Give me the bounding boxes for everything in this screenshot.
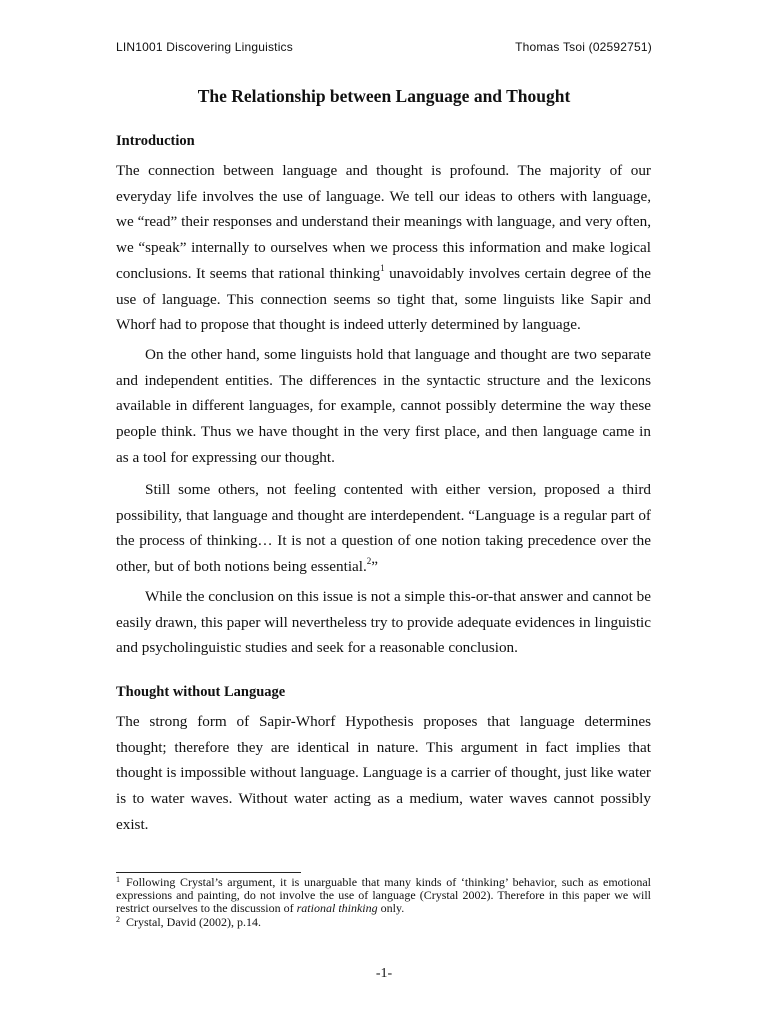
footnote-italic-text: rational thinking — [296, 901, 378, 916]
footnote-text: Following Crystal’s argument, it is unarguable that many kinds of ‘thinking’ behavior, such as emotional expressions and painting, do not involve the use of language (Crystal 2002). Therefore in this paper we will restrict ourselves to the discussion of — [116, 875, 651, 916]
paragraph-intro-1 — [116, 158, 651, 338]
page-title: The Relationship between Language and Thought — [197, 86, 571, 106]
heading-introduction: Introduction — [116, 133, 195, 149]
footnote-divider — [116, 872, 301, 873]
header-author: Thomas Tsoi (02592751) — [515, 40, 652, 54]
footnote-1 — [116, 876, 651, 916]
page-number: -1- — [375, 966, 393, 981]
footnote-mark: 2 — [116, 914, 120, 924]
footnotes — [116, 876, 651, 929]
header-course: LIN1001 Discovering Linguistics — [116, 40, 293, 54]
paragraph-intro-4: While the conclusion on this issue is not a simple this-or-that answer and cannot be easily drawn, this paper will nevertheless try to provide adequate evidences in linguistic and psycholinguistic studies and seek for a reasonable conclusion. — [116, 588, 651, 657]
footnote-text: only. — [377, 901, 405, 916]
paragraph-thought-1: The strong form of Sapir-Whorf Hypothesis proposes that language determines thought; therefore they are identical in nature. This argument in fact implies that thought is impossible without language. Language is a carrier of thought, just like water is to water waves. Without water acting as a medium, water waves cannot possibly exist. — [116, 713, 651, 833]
footnote-ref-2[interactable]: 2 — [366, 556, 372, 567]
footnote-ref-1[interactable]: 1 — [380, 262, 385, 273]
paragraph-text: unavoidably involves certain degree of the use of language. This connection seems so tight that, some linguists like Sapir and Whorf had to propose that thought is indeed utterly determined by language. — [116, 264, 652, 334]
closing-quote: ” — [371, 558, 379, 576]
footnote-mark: 1 — [116, 875, 120, 884]
paragraph-text: The connection between language and thought is profound. The majority of our everyday life involves the use of language. We tell our ideas to others with language, we “read” their responses and understand their meanings with language, and very often, we “speak” internally to ourselves when we process this information and make logical conclusions. It seems that rational thinking — [116, 162, 651, 282]
footnote-text: Crystal, David (2002), p.14. — [126, 914, 261, 929]
running-header — [116, 40, 652, 56]
footnote-2 — [116, 916, 651, 929]
heading-thought-without-language: Thought without Language — [116, 684, 286, 700]
paragraph-intro-3 — [116, 477, 651, 580]
paragraph-intro-2: On the other hand, some linguists hold that language and thought are two separate and independent entities. The differences in the syntactic structure and the lexicons available in different languages, for example, cannot possibly determine the way these people think. Thus we have thought in the very first place, and then language came in as a tool for expressing our thought. — [116, 346, 651, 466]
paragraph-text: Still some others, not feeling contented with either version, proposed a third possibility, that language and thought are interdependent. “Language is a regular part of the process of thinking… It is not a question of one notion taking precedence over the other, but of both notions being essential. — [116, 481, 651, 576]
